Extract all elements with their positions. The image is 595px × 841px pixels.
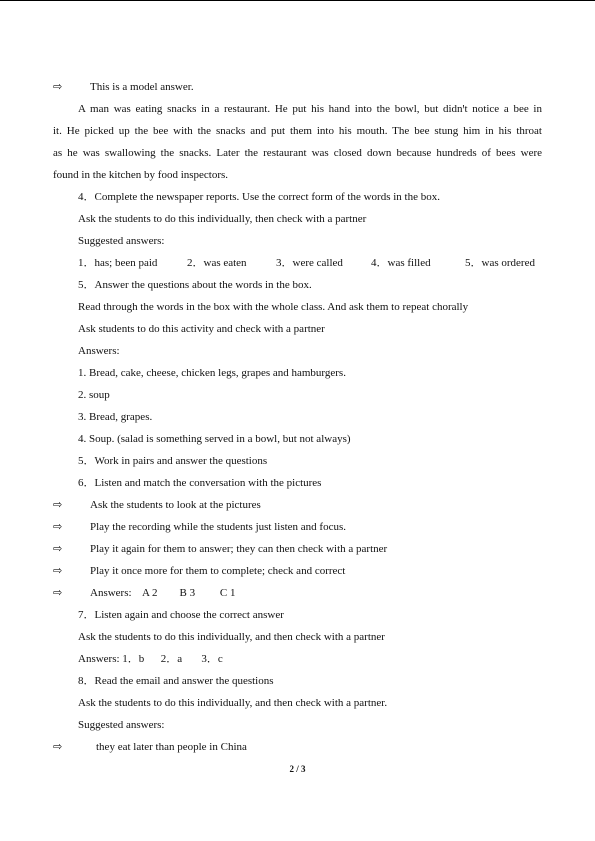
arrow-bullet-icon: ⇨ — [53, 740, 63, 753]
arrow-bullet-icon: ⇨ — [53, 498, 63, 511]
arrow-bullet-icon: ⇨ — [53, 564, 63, 577]
top-rule — [0, 0, 595, 1]
step-item: Play the recording while the students just listen and focus. — [90, 521, 347, 533]
suggested-answers-label: Suggested answers: — [78, 719, 165, 731]
answers-line: Answers: A 2 B 3 C 1 — [90, 587, 236, 599]
arrow-bullet-icon: ⇨ — [53, 586, 63, 599]
section-5b-heading: 5．Work in pairs and answer the questions — [78, 455, 268, 467]
answer-item: 2. soup — [78, 389, 110, 401]
step-item: Play it once more for them to complete; check and correct — [90, 565, 346, 577]
section-7-instruction: Ask the students to do this individually, and then check with a partner — [78, 631, 385, 643]
section-8-instruction: Ask the students to do this individually, and then check with a partner. — [78, 697, 388, 709]
paragraph-line: as he was swallowing the snacks. Later the restaurant was closed down because hundreds of bees were — [53, 147, 542, 159]
paragraph-line: found in the kitchen by food inspectors. — [53, 169, 229, 181]
model-answer-intro: This is a model answer. — [90, 81, 194, 93]
section-8-heading: 8．Read the email and answer the questions — [78, 675, 274, 687]
answer-item: they eat later than people in China — [96, 741, 247, 753]
section-4-instruction: Ask the students to do this individually, then check with a partner — [78, 213, 367, 225]
answer-item: 4．was filled — [371, 257, 431, 269]
suggested-answers-label: Suggested answers: — [78, 235, 165, 247]
answer-item: 3．were called — [276, 257, 343, 269]
answers-label: Answers: — [78, 345, 120, 357]
section-5-instruction: Read through the words in the box with the whole class. And ask them to repeat chorally — [78, 301, 469, 313]
answer-item: 1．has; been paid — [78, 257, 158, 269]
answer-item: 2．was eaten — [187, 257, 247, 269]
answers-line: Answers: 1．b 2．a 3．c — [78, 653, 223, 665]
section-6-heading: 6．Listen and match the conversation with the pictures — [78, 477, 322, 489]
section-4-heading: 4．Complete the newspaper reports. Use the correct form of the words in the box. — [78, 191, 440, 203]
answer-item: 5．was ordered — [465, 257, 535, 269]
answer-item: 3. Bread, grapes. — [78, 411, 153, 423]
step-item: Play it again for them to answer; they can then check with a partner — [90, 543, 388, 555]
section-5-heading: 5．Answer the questions about the words in the box. — [78, 279, 312, 291]
section-7-heading: 7．Listen again and choose the correct answer — [78, 609, 284, 621]
section-5-instruction: Ask students to do this activity and check with a partner — [78, 323, 325, 335]
answer-item: 1. Bread, cake, cheese, chicken legs, grapes and hamburgers. — [78, 367, 346, 379]
arrow-bullet-icon: ⇨ — [53, 542, 63, 555]
page-number: 2 / 3 — [289, 764, 306, 774]
paragraph-line: A man was eating snacks in a restaurant. He put his hand into the bowl, but didnꞌt notice a bee in — [78, 103, 542, 115]
arrow-bullet-icon: ⇨ — [53, 80, 63, 93]
paragraph-line: it. He picked up the bee with the snacks and put them into his mouth. The bee stung him in his throat — [53, 125, 542, 137]
step-item: Ask the students to look at the pictures — [90, 499, 261, 511]
arrow-bullet-icon: ⇨ — [53, 520, 63, 533]
answer-item: 4. Soup. (salad is something served in a bowl, but not always) — [78, 433, 351, 445]
